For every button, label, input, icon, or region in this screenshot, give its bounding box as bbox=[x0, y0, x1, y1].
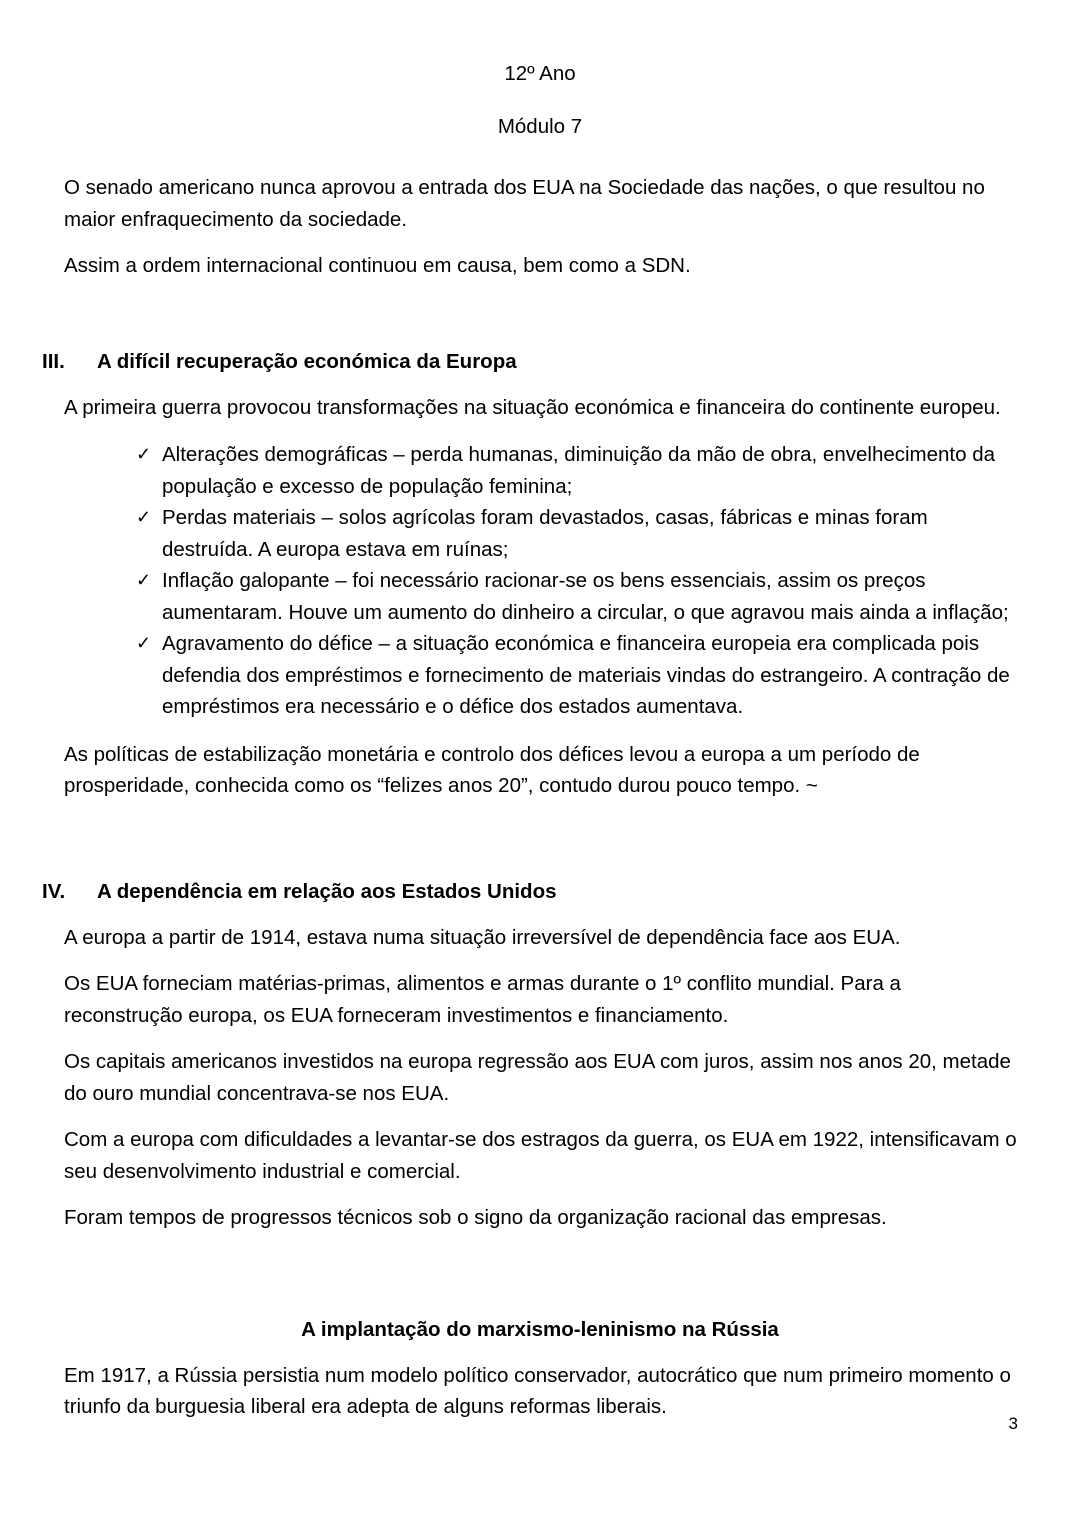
section-title-iii: A difícil recuperação económica da Europa bbox=[97, 349, 517, 373]
spacer bbox=[0, 1286, 1080, 1316]
list-item bbox=[136, 439, 1018, 502]
list-item-text: Inflação galopante – foi necessário racionar-se os bens essenciais, assim os preços aumentaram. Houve um aumento do dinheiro a circular, o que agravou mais ainda a inflação; bbox=[162, 569, 1009, 624]
section-heading-iii bbox=[42, 348, 1080, 376]
section-heading-marxismo: A implantação do marxismo-leninismo na Rússia bbox=[301, 1317, 779, 1341]
checkmark-icon: ✓ bbox=[136, 444, 152, 464]
intro-paragraph-2: Assim a ordem internacional continuou em causa, bem como a SDN. bbox=[64, 254, 691, 277]
spacer bbox=[0, 1234, 1080, 1286]
document-header-module: Módulo 7 bbox=[497, 115, 583, 138]
checkmark-icon: ✓ bbox=[136, 570, 152, 590]
spacer bbox=[0, 282, 1080, 348]
section-numeral-iii: III. bbox=[42, 349, 65, 373]
section-iv-paragraph-4: Com a europa com dificuldades a levantar-se dos estragos da guerra, os EUA em 1922, intensificavam o seu desenvolvimento industrial e comercial. bbox=[64, 1128, 1017, 1183]
list-item bbox=[136, 628, 1018, 723]
section-numeral-iv: IV. bbox=[42, 879, 66, 903]
section-iii-bullet-list bbox=[136, 439, 1018, 723]
spacer bbox=[0, 1344, 1080, 1360]
section-iv-paragraph-1: A europa a partir de 1914, estava numa situação irreversível de dependência face aos EUA. bbox=[64, 925, 901, 949]
spacer bbox=[0, 906, 1080, 922]
spacer bbox=[0, 142, 1080, 172]
spacer bbox=[0, 802, 1080, 878]
section-iv-paragraph-5: Foram tempos de progressos técnicos sob o signo da organização racional das empresas. bbox=[64, 1206, 887, 1229]
page-number: 3 bbox=[1008, 1414, 1018, 1433]
list-item bbox=[136, 565, 1018, 628]
list-item bbox=[136, 502, 1018, 565]
section-iv-paragraph-3: Os capitais americanos investidos na europa regressão aos EUA com juros, assim nos anos 20, metade do ouro mundial concentrava-se nos EUA. bbox=[64, 1050, 1011, 1105]
section-heading-iv bbox=[42, 878, 1080, 906]
section-marxismo-paragraph-1: Em 1917, a Rússia persistia num modelo político conservador, autocrático que num primeiro momento o triunfo da burguesia liberal era adepta de alguns reformas liberais. bbox=[64, 1363, 1011, 1418]
intro-paragraph-1: O senado americano nunca aprovou a entrada dos EUA na Sociedade das nações, o que resultou no maior enfraquecimento da sociedade. bbox=[64, 176, 985, 231]
section-iii-intro-paragraph: A primeira guerra provocou transformações na situação económica e financeira do continente europeu. bbox=[64, 395, 1001, 419]
spacer bbox=[0, 376, 1080, 392]
list-item-text: Agravamento do défice – a situação económica e financeira europeia era complicada pois defendia dos empréstimos e fornecimento de materiais vindas do estrangeiro. A contração de empréstimos era necessário e o défice dos estados aumentava. bbox=[162, 632, 1010, 718]
list-item-text: Alterações demográficas – perda humanas, diminuição da mão de obra, envelhecimento da população e excesso de população feminina; bbox=[162, 443, 996, 498]
list-item-text: Perdas materiais – solos agrícolas foram devastados, casas, fábricas e minas foram destruída. A europa estava em ruínas; bbox=[162, 506, 928, 561]
section-iii-closing-paragraph: As políticas de estabilização monetária e controlo dos défices levou a europa a um período de prosperidade, conhecida como os “felizes anos 20”, contudo durou pouco tempo. ~ bbox=[64, 742, 920, 797]
checkmark-icon: ✓ bbox=[136, 633, 152, 653]
section-iv-paragraph-2: Os EUA forneciam matérias-primas, alimentos e armas durante o 1º conflito mundial. Para a reconstrução europa, os EUA forneceram investimentos e financiamento. bbox=[64, 972, 901, 1027]
section-title-iv: A dependência em relação aos Estados Unidos bbox=[97, 879, 557, 903]
spacer bbox=[0, 423, 1080, 439]
document-header-year: 12º Ano bbox=[504, 62, 576, 85]
checkmark-icon: ✓ bbox=[136, 507, 152, 527]
spacer bbox=[0, 723, 1080, 739]
